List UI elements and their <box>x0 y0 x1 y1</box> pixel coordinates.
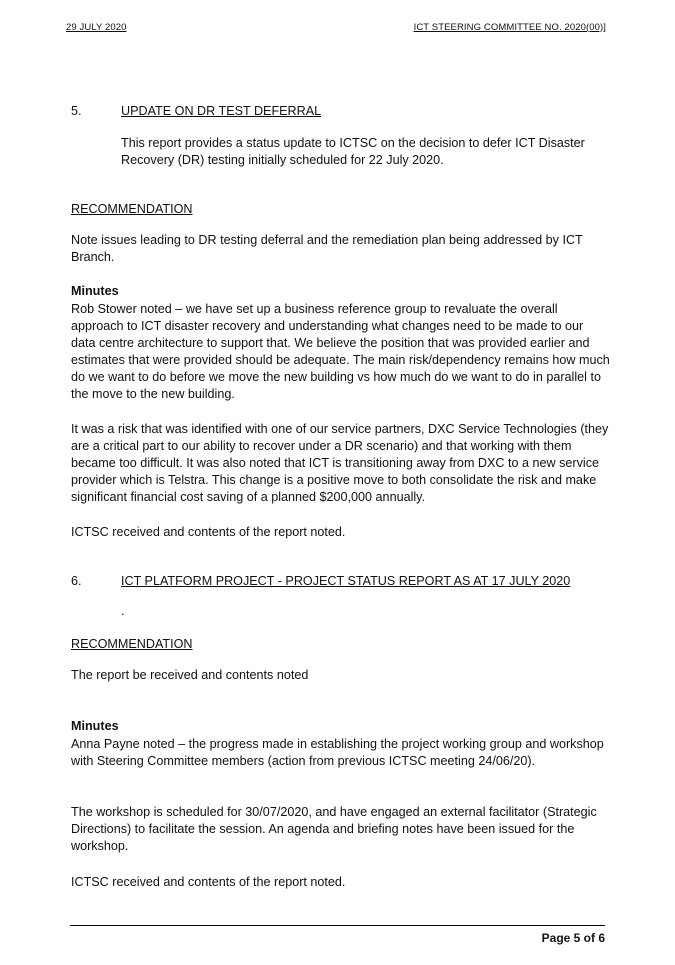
item6-recommendation-heading: RECOMMENDATION <box>71 637 193 651</box>
item6-minutes-heading: Minutes <box>71 719 119 733</box>
item6-title: ICT PLATFORM PROJECT - PROJECT STATUS REPORT AS AT 17 JULY 2020 <box>121 574 571 588</box>
header-committee: ICT STEERING COMMITTEE NO. 2020(00)] <box>413 22 606 33</box>
item6-recommendation: The report be received and contents noted <box>71 668 309 682</box>
item6-minutes-p1: Anna Payne noted – the progress made in establishing the project working group and workshop with Steering Committee members (action from previous ICTSC meeting 24/06/20). <box>71 737 604 768</box>
item5-number: 5. <box>71 104 82 118</box>
item6-summary: . <box>121 604 125 618</box>
item6-number: 6. <box>71 574 82 588</box>
page-number: Page 5 of 6 <box>541 931 605 945</box>
item5-summary: This report provides a status update to ICTSC on the decision to defer ICT Disaster Recovery (DR) testing initially scheduled for 22 July 2020. <box>121 136 585 167</box>
item5-minutes-heading: Minutes <box>71 284 119 298</box>
item5-recommendation: Note issues leading to DR testing deferral and the remediation plan being addressed by ICT Branch. <box>71 233 583 264</box>
item6-minutes-p3: ICTSC received and contents of the report noted. <box>71 875 346 889</box>
item6-minutes-p2: The workshop is scheduled for 30/07/2020, and have engaged an external facilitator (Strategic Directions) to facilitate the session. An agenda and briefing notes have been issued for the workshop. <box>71 805 597 853</box>
item5-minutes-p1: Rob Stower noted – we have set up a business reference group to revaluate the overall approach to ICT disaster recovery and understanding what changes need to be made to our data centre architecture to support that. We believe the position that was provided earlier and estimates that were provided should be adequate. The main risk/dependency remains how much do we want to do before we move the new building vs how much do we want to do in parallel to the move to the new building. <box>71 302 610 401</box>
item5-title: UPDATE ON DR TEST DEFERRAL <box>121 104 322 118</box>
item5-minutes-p3: ICTSC received and contents of the report noted. <box>71 525 346 539</box>
header-date: 29 JULY 2020 <box>66 22 127 33</box>
item5-recommendation-heading: RECOMMENDATION <box>71 202 193 216</box>
footer-divider <box>70 925 605 926</box>
item5-minutes-p2: It was a risk that was identified with one of our service partners, DXC Service Technologies (they are a critical part to our ability to recover under a DR scenario) and that working with them became too difficult. It was also noted that ICT is transitioning away from DXC to a new service provider which is Telstra. This change is a positive move to both consolidate the risk and make significant financial cost saving of a planned $200,000 annually. <box>71 422 609 504</box>
